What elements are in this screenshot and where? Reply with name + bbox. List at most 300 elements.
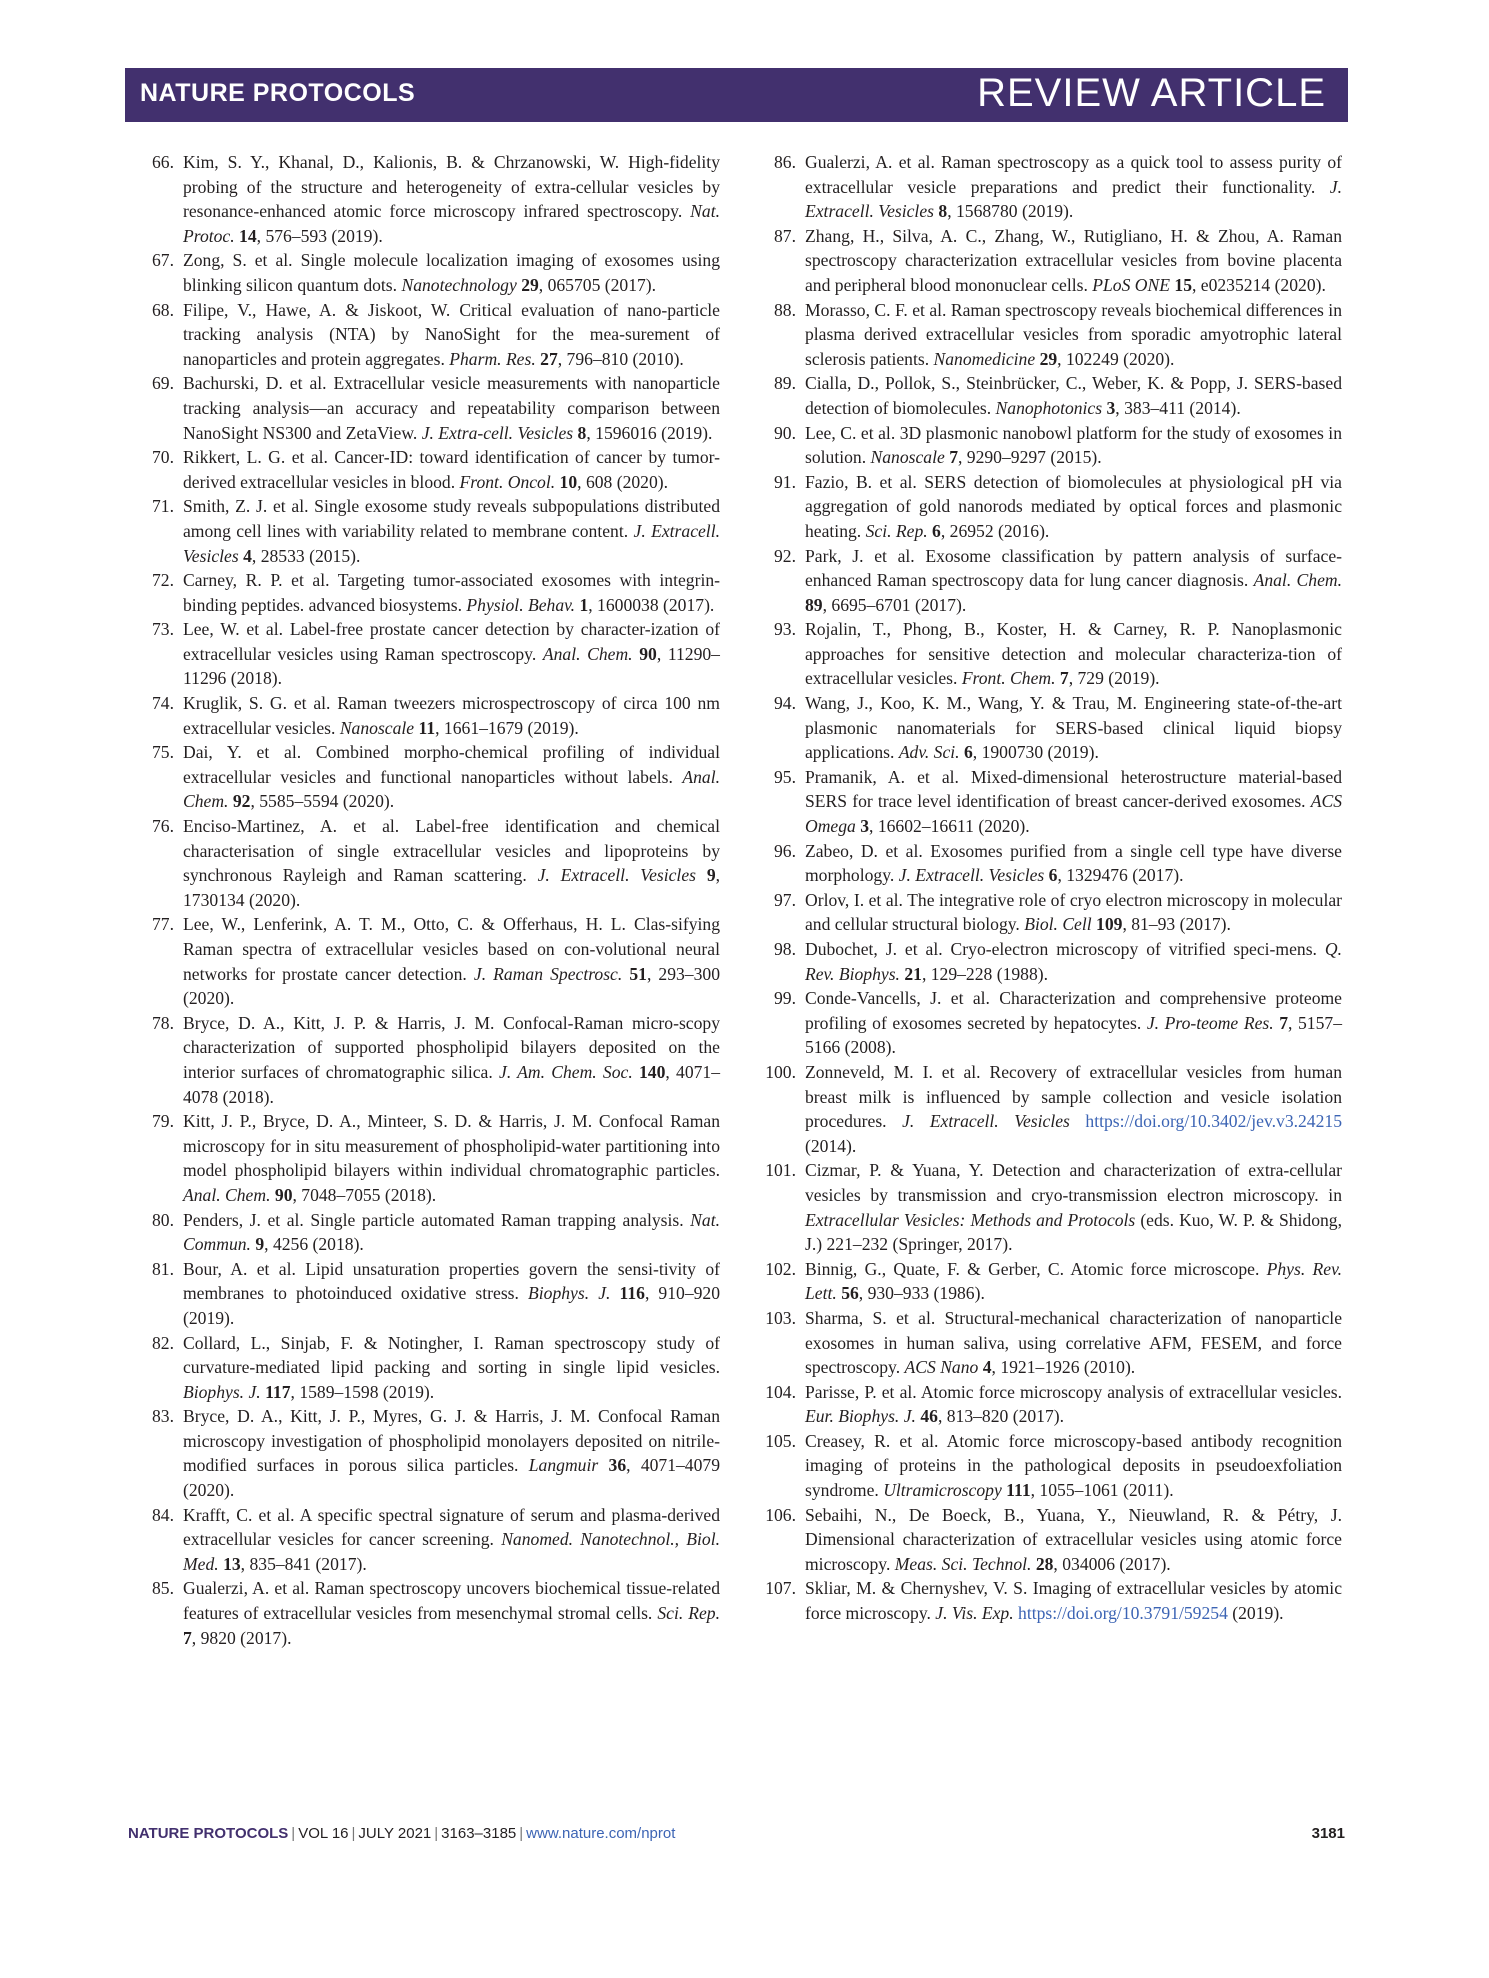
journal-name: NATURE PROTOCOLS [140, 79, 416, 107]
reference-item [135, 814, 720, 912]
reference-segment: , 9290–9297 (2015). [957, 447, 1102, 468]
reference-text [805, 1062, 1342, 1156]
reference-item [135, 298, 720, 372]
reference-segment: Morasso, C. F. et al. Raman spectroscopy reveals biochemical differences in plasma derived extracellular vesicles from sporadic amyotrophic lateral sclerosis patients. [805, 299, 1342, 369]
reference-segment: (2019). [1227, 1603, 1284, 1624]
journal-title: Eur. Biophys. J. [805, 1406, 916, 1427]
reference-item [757, 470, 1342, 544]
volume-number: 14 [239, 225, 257, 246]
reference-number: 103. [765, 1307, 796, 1328]
journal-title: Anal. Chem. [183, 766, 720, 812]
reference-segment: , e0235214 (2020). [1191, 274, 1326, 295]
reference-text [183, 914, 720, 1008]
reference-number: 82. [152, 1332, 174, 1353]
reference-text [183, 693, 720, 738]
journal-title: J. Extracell. Vesicles [537, 865, 696, 886]
reference-segment: Zabeo, D. et al. Exosomes purified from a single cell type have diverse morphology. [805, 840, 1342, 886]
volume-number: 9 [255, 1234, 265, 1255]
reference-text [805, 423, 1342, 468]
reference-segment: Zhang, H., Silva, A. C., Zhang, W., Rutigliano, H. & Zhou, A. Raman spectroscopy characterization extracellular vesicles from bovine placenta and peripheral blood mononuclear cells. [805, 225, 1342, 295]
reference-text [805, 693, 1342, 762]
reference-number: 105. [765, 1430, 796, 1451]
reference-text [183, 1505, 720, 1574]
reference-text [183, 816, 720, 910]
volume-number: 92 [232, 791, 251, 812]
reference-item [757, 765, 1342, 839]
reference-number: 95. [774, 766, 796, 787]
reference-segment: Cialla, D., Pollok, S., Steinbrücker, C., Weber, K. & Popp, J. SERS-based detection of biomolecules. [805, 373, 1342, 418]
volume-number: 28 [1035, 1553, 1054, 1574]
journal-title: Langmuir [528, 1455, 599, 1476]
reference-segment: , 1661–1679 (2019). [435, 717, 579, 738]
journal-title: J. Extracell. Vesicles [902, 1111, 1070, 1132]
volume-number: 1 [579, 594, 589, 615]
reference-item [757, 1306, 1342, 1380]
references-column-left [135, 150, 720, 1650]
reference-segment: Kitt, J. P., Bryce, D. A., Minteer, S. D. & Harris, J. M. Confocal Raman microscopy for in situ measurement of phospholipid-water partitioning into model phospholipid bilayers within individual chromatographic particles. [183, 1111, 720, 1181]
journal-title: ACS Omega [805, 791, 1342, 837]
reference-text [805, 619, 1342, 688]
reference-segment: Lee, W. et al. Label-free prostate cancer detection by character-ization of extracellular vesicles using Raman spectroscopy. [183, 619, 720, 664]
reference-item [757, 150, 1342, 224]
reference-number: 69. [152, 373, 174, 394]
reference-number: 81. [152, 1258, 174, 1279]
reference-item [757, 986, 1342, 1060]
reference-segment: Enciso-Martinez, A. et al. Label-free identification and chemical characterisation of single extracellular vesicles and lipoproteins by synchronous Rayleigh and Raman scattering. [183, 816, 720, 886]
volume-number: 56 [841, 1283, 859, 1304]
reference-number: 66. [152, 152, 174, 172]
reference-item [757, 937, 1342, 986]
journal-title: Extracellular Vesicles: Methods and Protocols [805, 1209, 1136, 1230]
footer-journal: NATURE PROTOCOLS [128, 1825, 289, 1842]
reference-segment: Bachurski, D. et al. Extracellular vesicle measurements with nanoparticle tracking analysis—an accuracy and repeatability comparison between NanoSight NS300 and ZetaView. [183, 373, 720, 443]
reference-segment [598, 1455, 608, 1475]
reference-number: 83. [152, 1406, 174, 1427]
reference-segment: Gualerzi, A. et al. Raman spectroscopy as a quick tool to assess purity of extracellular vesicle preparations and predict their functionality. [805, 152, 1342, 197]
reference-number: 71. [152, 496, 174, 517]
reference-item [135, 1109, 720, 1207]
reference-number: 80. [152, 1209, 174, 1230]
doi-link[interactable]: https://doi.org/10.3402/jev.v3.24215 [1085, 1111, 1342, 1132]
reference-item [757, 1060, 1342, 1158]
reference-segment: , 910–920 (2019). [183, 1283, 721, 1328]
reference-segment: Cizmar, P. & Yuana, Y. Detection and characterization of extra-cellular vesicles by transmission and cryo-transmission electron microscopy. in [805, 1160, 1342, 1205]
reference-number: 92. [774, 545, 796, 566]
reference-item [135, 617, 720, 691]
volume-number: 8 [577, 422, 587, 443]
reference-item [757, 1576, 1342, 1625]
journal-title: Phys. Rev. Lett. [805, 1258, 1342, 1304]
journal-title: J. Extracell. Vesicles [898, 865, 1045, 886]
reference-number: 102. [765, 1258, 796, 1279]
reference-segment: , 4071–4078 (2018). [183, 1061, 720, 1107]
volume-number: 7 [1059, 668, 1069, 689]
journal-title: J. Extracell. Vesicles [183, 520, 720, 566]
reference-text [805, 1505, 1342, 1574]
reference-number: 100. [765, 1061, 796, 1082]
reference-segment: , 6695–6701 (2017). [822, 594, 967, 615]
reference-number: 85. [152, 1578, 174, 1599]
doi-link[interactable]: https://doi.org/10.3791/59254 [1018, 1603, 1228, 1624]
footer-date: JULY 2021 [358, 1825, 432, 1842]
reference-item [757, 224, 1342, 298]
journal-title: Anal. Chem. [183, 1184, 271, 1205]
volume-number: 4 [243, 545, 252, 566]
reference-item [135, 691, 720, 740]
reference-text [805, 841, 1342, 886]
volume-number: 10 [559, 471, 578, 492]
reference-number: 89. [774, 373, 796, 394]
volume-number: 3 [860, 816, 870, 837]
reference-text [805, 152, 1342, 221]
reference-item [757, 1158, 1342, 1256]
reference-text [183, 250, 720, 295]
reference-number: 79. [152, 1111, 174, 1132]
reference-segment: , 5157–5166 (2008). [805, 1012, 1342, 1058]
reference-segment: , 1900730 (2019). [972, 742, 1099, 763]
reference-segment: Fazio, B. et al. SERS detection of biomolecules at physiological pH via aggregation of gold nanorods mediated by optical forces and plasmonic heating. [805, 471, 1342, 541]
journal-title: J. Vis. Exp. [935, 1603, 1014, 1624]
reference-segment: , 81–93 (2017). [1122, 914, 1231, 935]
reference-segment: Bryce, D. A., Kitt, J. P., Myres, G. J. & Harris, J. M. Confocal Raman microscopy investigation of phospholipid monolayers deposited on nitrile-modified surfaces in porous silica particles. [183, 1406, 720, 1476]
volume-number: 117 [265, 1381, 291, 1402]
volume-number: 11 [418, 717, 436, 738]
reference-segment: , 1329476 (2017). [1057, 865, 1184, 886]
footer-separator: | [291, 1825, 296, 1842]
reference-text [183, 152, 720, 246]
journal-title: ACS Nano [904, 1357, 979, 1378]
footer-volume: VOL 16 [298, 1825, 349, 1842]
reference-segment: , 1730134 (2020). [183, 865, 721, 910]
volume-number: 7 [183, 1627, 192, 1648]
volume-number: 8 [938, 201, 948, 222]
reference-item [757, 1503, 1342, 1577]
reference-item [757, 421, 1342, 470]
footer-separator: | [351, 1825, 356, 1842]
reference-text [183, 1259, 720, 1328]
journal-title: Nanotechnology [401, 274, 517, 295]
reference-text [805, 1382, 1342, 1427]
journal-title: Q. Rev. Biophys. [805, 939, 1342, 984]
reference-segment: Park, J. et al. Exosome classification by pattern analysis of surface-enhanced Raman spectroscopy data for lung cancer diagnosis. [805, 545, 1342, 591]
reference-number: 70. [152, 447, 174, 468]
reference-text [805, 1259, 1342, 1304]
journal-title: Nanoscale [870, 447, 945, 468]
footer-url-link[interactable]: www.nature.com/nprot [526, 1825, 676, 1842]
journal-title: Adv. Sci. [898, 742, 960, 763]
reference-segment: Bryce, D. A., Kitt, J. P. & Harris, J. M. Confocal-Raman micro-scopy characterization of supported phospholipid bilayers deposited on the interior surfaces of chromatographic silica. [183, 1012, 720, 1082]
volume-number: 21 [904, 963, 922, 984]
reference-item [135, 371, 720, 445]
reference-text [183, 1406, 720, 1500]
reference-segment: Parisse, P. et al. Atomic force microscopy analysis of extracellular vesicles. [805, 1381, 1342, 1402]
volume-number: 15 [1174, 274, 1192, 295]
reference-number: 104. [765, 1381, 796, 1402]
footer-pages: 3163–3185 [441, 1825, 517, 1842]
reference-segment: Skliar, M. & Chernyshev, V. S. Imaging of extracellular vesicles by atomic force microscopy. [805, 1578, 1342, 1624]
volume-number: 111 [1006, 1480, 1031, 1501]
volume-number: 116 [619, 1283, 645, 1304]
reference-number: 107. [765, 1578, 796, 1599]
page-footer [128, 1825, 1345, 1849]
reference-item [757, 839, 1342, 888]
reference-text [805, 546, 1342, 615]
reference-segment: , 11290–11296 (2018). [183, 643, 720, 689]
reference-segment: Orlov, I. et al. The integrative role of cryo electron microscopy in molecular and cellular structural biology. [805, 889, 1342, 935]
reference-segment: Carney, R. P. et al. Targeting tumor-associated exosomes with integrin-binding peptides. advanced biosystems. [183, 570, 720, 615]
reference-segment [610, 1283, 619, 1303]
footer-separator: | [434, 1825, 439, 1842]
reference-segment: Bour, A. et al. Lipid unsaturation properties govern the sensi-tivity of membranes to photoinduced oxidative stress. [183, 1258, 720, 1304]
reference-item [757, 1429, 1342, 1503]
volume-number: 13 [223, 1553, 241, 1574]
journal-title: Front. Chem. [961, 668, 1056, 689]
reference-text [183, 1111, 720, 1205]
volume-number: 7 [949, 447, 958, 468]
reference-segment: Dubochet, J. et al. Cryo-electron microscopy of vitrified speci-mens. [805, 939, 1325, 959]
reference-item [757, 1257, 1342, 1306]
footer-citation [128, 1825, 675, 1842]
reference-text [805, 767, 1342, 836]
reference-number: 67. [152, 250, 174, 271]
reference-segment: , 16602–16611 (2020). [869, 816, 1030, 837]
reference-text [805, 1308, 1342, 1377]
reference-segment: Penders, J. et al. Single particle automated Raman trapping analysis. [183, 1209, 691, 1230]
reference-number: 98. [774, 939, 796, 959]
reference-segment: Sharma, S. et al. Structural-mechanical characterization of nanoparticle exosomes in human saliva, using correlative AFM, FESEM, and force spectroscopy. [805, 1307, 1342, 1378]
reference-segment: Binnig, G., Quate, F. & Gerber, C. Atomic force microscope. [805, 1258, 1267, 1279]
reference-segment: , 1600038 (2017). [588, 594, 715, 615]
reference-segment: , 5585–5594 (2020). [250, 791, 395, 812]
reference-item [135, 150, 720, 248]
reference-item [135, 568, 720, 617]
journal-title: Biophys. J. [183, 1381, 261, 1402]
reference-number: 87. [774, 225, 796, 246]
reference-item [135, 1576, 720, 1650]
reference-segment: , 608 (2020). [577, 471, 669, 492]
reference-text [805, 226, 1342, 295]
reference-number: 101. [765, 1160, 796, 1181]
reference-item [135, 1503, 720, 1577]
reference-item [135, 912, 720, 1010]
reference-item [757, 691, 1342, 765]
volume-number: 109 [1096, 914, 1123, 935]
reference-number: 91. [774, 471, 796, 492]
reference-number: 73. [152, 619, 174, 640]
journal-title: PLoS ONE [1092, 274, 1170, 295]
reference-item [135, 1331, 720, 1405]
reference-number: 84. [152, 1504, 174, 1525]
reference-item [135, 445, 720, 494]
reference-number: 78. [152, 1012, 174, 1033]
reference-segment: , 28533 (2015). [251, 545, 361, 566]
reference-item [757, 617, 1342, 691]
reference-text [805, 472, 1342, 541]
reference-segment: Zonneveld, M. I. et al. Recovery of extracellular vesicles from human breast milk is influenced by sample collection and vesicle isolation procedures. [805, 1061, 1342, 1132]
volume-number: 89 [805, 594, 823, 615]
reference-segment: , 4071–4079 (2020). [183, 1455, 720, 1501]
volume-number: 6 [963, 742, 973, 763]
reference-text [805, 988, 1342, 1057]
reference-segment: , 7048–7055 (2018). [292, 1184, 437, 1205]
reference-item [757, 888, 1342, 937]
journal-title: Sci. Rep. [865, 520, 928, 541]
reference-item [135, 248, 720, 297]
journal-title: Anal. Chem. [542, 643, 633, 664]
reference-text [183, 1333, 720, 1402]
reference-number: 76. [152, 816, 174, 837]
reference-segment: , 293–300 (2020). [183, 963, 720, 1009]
reference-segment: Dai, Y. et al. Combined morpho-chemical profiling of individual extracellular vesicles and functional nanoparticles without labels. [183, 742, 720, 787]
reference-segment: Wang, J., Koo, K. M., Wang, Y. & Trau, M. Engineering state-of-the-art plasmonic nanomaterials for SERS-based clinical liquid biopsy applications. [805, 693, 1342, 763]
reference-item [135, 1208, 720, 1257]
journal-title: Ultramicroscopy [883, 1480, 1002, 1501]
reference-segment: Collard, L., Sinjab, F. & Notingher, I. Raman spectroscopy study of curvature-mediated lipid packing and sorting in single lipid vesicles. [183, 1332, 720, 1378]
volume-number: 27 [540, 348, 558, 369]
references-column-right [757, 150, 1342, 1626]
journal-title: J. Am. Chem. Soc. [499, 1061, 633, 1082]
reference-text [183, 570, 720, 615]
reference-segment: , 383–411 (2014). [1115, 397, 1241, 418]
reference-segment: Kruglik, S. G. et al. Raman tweezers microspectroscopy of circa 100 nm extracellular vesicles. [183, 693, 720, 738]
volume-number: 29 [1039, 348, 1058, 369]
journal-title: Nanoscale [339, 717, 415, 738]
reference-item [135, 1257, 720, 1331]
reference-segment: Lee, C. et al. 3D plasmonic nanobowl platform for the study of exosomes in solution. [805, 422, 1342, 468]
reference-text [183, 373, 720, 442]
reference-segment: , 26952 (2016). [940, 520, 1050, 541]
reference-item [135, 494, 720, 568]
reference-number: 88. [774, 299, 796, 320]
reference-text [805, 1578, 1342, 1623]
reference-number: 106. [765, 1504, 796, 1525]
reference-segment: Pramanik, A. et al. Mixed-dimensional heterostructure material-based SERS for trace level identification of breast cancer-derived exosomes. [805, 766, 1342, 812]
reference-item [757, 371, 1342, 420]
header-bar [125, 68, 1348, 122]
reference-number: 77. [152, 914, 174, 935]
footer-separator: | [519, 1825, 524, 1842]
reference-segment: Rikkert, L. G. et al. Cancer-ID: toward identification of cancer by tumor-derived extracellular vesicles in blood. [183, 447, 720, 492]
reference-item [135, 740, 720, 814]
journal-title: Pharm. Res. [449, 348, 536, 369]
volume-number: 3 [1106, 397, 1116, 418]
reference-number: 86. [774, 152, 796, 172]
reference-number: 93. [774, 619, 796, 640]
reference-text [805, 939, 1342, 984]
reference-number: 96. [774, 840, 796, 861]
reference-segment: , 1055–1061 (2011). [1030, 1480, 1174, 1501]
reference-segment: , 129–228 (1988). [921, 963, 1049, 984]
reference-segment: Gualerzi, A. et al. Raman spectroscopy uncovers biochemical tissue-related features of extracellular vesicles from mesenchymal stromal cells. [183, 1578, 720, 1624]
journal-title: J. Extracell. Vesicles [805, 176, 1342, 222]
reference-text [183, 1210, 720, 1255]
journal-title: Meas. Sci. Technol. [894, 1553, 1032, 1574]
reference-segment: , 1921–1926 (2010). [991, 1357, 1136, 1378]
reference-segment: Kim, S. Y., Khanal, D., Kalionis, B. & Chrzanowski, W. High-fidelity probing of the structure and heterogeneity of extra-cellular vesicles by resonance-enhanced atomic force microscopy infrared spectroscopy. [183, 152, 720, 222]
journal-title: Biophys. J. [528, 1283, 611, 1304]
reference-segment: , 1589–1598 (2019). [290, 1381, 435, 1402]
journal-title: Front. Oncol. [459, 471, 556, 492]
reference-number: 72. [152, 570, 174, 591]
reference-text [183, 1013, 720, 1107]
page-number: 3181 [1311, 1825, 1345, 1842]
reference-segment: Creasey, R. et al. Atomic force microscopy-based antibody recognition imaging of proteins in the pathological deposits in pseudoexfoliation syndrome. [805, 1430, 1342, 1501]
reference-segment: , 065705 (2017). [538, 274, 657, 295]
journal-title: J. Pro-teome Res. [1146, 1012, 1274, 1033]
reference-segment: , 1568780 (2019). [947, 201, 1074, 222]
reference-segment: Rojalin, T., Phong, B., Koster, H. & Carney, R. P. Nanoplasmonic approaches for sensitive detection and molecular characteriza-tion of extracellular vesicles. [805, 619, 1342, 689]
reference-segment: , 034006 (2017). [1053, 1553, 1171, 1574]
reference-number: 68. [152, 299, 174, 320]
volume-number: 51 [629, 963, 647, 984]
journal-title: Biol. Cell [1024, 914, 1092, 935]
journal-title: Nat. Commun. [183, 1209, 720, 1255]
reference-text [183, 1578, 720, 1647]
reference-segment: , 796–810 (2010). [557, 348, 684, 369]
journal-title: Nanophotonics [995, 397, 1103, 418]
reference-segment [696, 865, 707, 885]
reference-text [805, 1431, 1342, 1500]
volume-number: 46 [920, 1406, 938, 1427]
reference-number: 90. [774, 422, 796, 443]
reference-text [183, 447, 720, 492]
reference-number: 97. [774, 889, 796, 910]
volume-number: 36 [608, 1455, 627, 1476]
reference-segment [1070, 1111, 1086, 1131]
reference-segment: , 9820 (2017). [191, 1627, 292, 1648]
reference-segment: (eds. Kuo, W. P. & Shidong, J.) 221–232 (Springer, 2017). [805, 1209, 1342, 1255]
reference-segment: Sebaihi, N., De Boeck, B., Yuana, Y., Nieuwland, R. & Pétry, J. Dimensional characterization of extracellular vesicles using atomic force microscopy. [805, 1504, 1342, 1574]
reference-number: 94. [774, 693, 796, 714]
reference-segment: , 729 (2019). [1068, 668, 1160, 689]
reference-item [757, 1380, 1342, 1429]
reference-text [805, 1160, 1342, 1254]
reference-segment: (2014). [805, 1135, 857, 1156]
journal-title: Physiol. Behav. [466, 594, 576, 615]
reference-item [135, 1404, 720, 1502]
reference-text [805, 300, 1342, 369]
reference-text [805, 373, 1342, 418]
reference-segment: Smith, Z. J. et al. Single exosome study reveals subpopulations distributed among cell lines with variability related to membrane content. [183, 496, 720, 541]
journal-title: Anal. Chem. [1253, 570, 1342, 591]
journal-title: J. Raman Spectrosc. [473, 963, 623, 984]
reference-segment: Krafft, C. et al. A specific spectral signature of serum and plasma-derived extracellular vesicles for cancer screening. [183, 1504, 720, 1550]
volume-number: 90 [274, 1184, 293, 1205]
volume-number: 4 [982, 1357, 992, 1378]
journal-title: Nanomed. Nanotechnol., Biol. Med. [183, 1529, 720, 1574]
reference-segment: Zong, S. et al. Single molecule localization imaging of exosomes using blinking silicon quantum dots. [183, 250, 720, 295]
volume-number: 7 [1279, 1012, 1289, 1033]
journal-title: J. Extra-cell. Vesicles [421, 422, 574, 443]
reference-segment: Lee, W., Lenferink, A. T. M., Otto, C. & Offerhaus, H. L. Clas-sifying Raman spectra of extracellular vesicles based on con-volutional neural networks for prostate cancer detection. [183, 914, 720, 984]
volume-number: 29 [521, 274, 539, 295]
journal-title: Sci. Rep. [657, 1603, 720, 1624]
reference-number: 99. [774, 988, 796, 1009]
journal-title: Nat. Protoc. [183, 201, 720, 246]
volume-number: 6 [932, 520, 941, 541]
journal-title: Nanomedicine [933, 348, 1036, 369]
volume-number: 140 [638, 1061, 666, 1082]
reference-number: 74. [152, 693, 174, 714]
reference-segment: Conde-Vancells, J. et al. Characterization and comprehensive proteome profiling of exosomes secreted by hepatocytes. [805, 988, 1342, 1033]
reference-segment: , 576–593 (2019). [256, 225, 383, 246]
reference-text [183, 619, 720, 688]
reference-item [135, 1011, 720, 1109]
reference-number: 75. [152, 742, 174, 763]
reference-segment: , 835–841 (2017). [240, 1553, 367, 1574]
reference-text [183, 496, 720, 565]
reference-text [183, 742, 720, 811]
